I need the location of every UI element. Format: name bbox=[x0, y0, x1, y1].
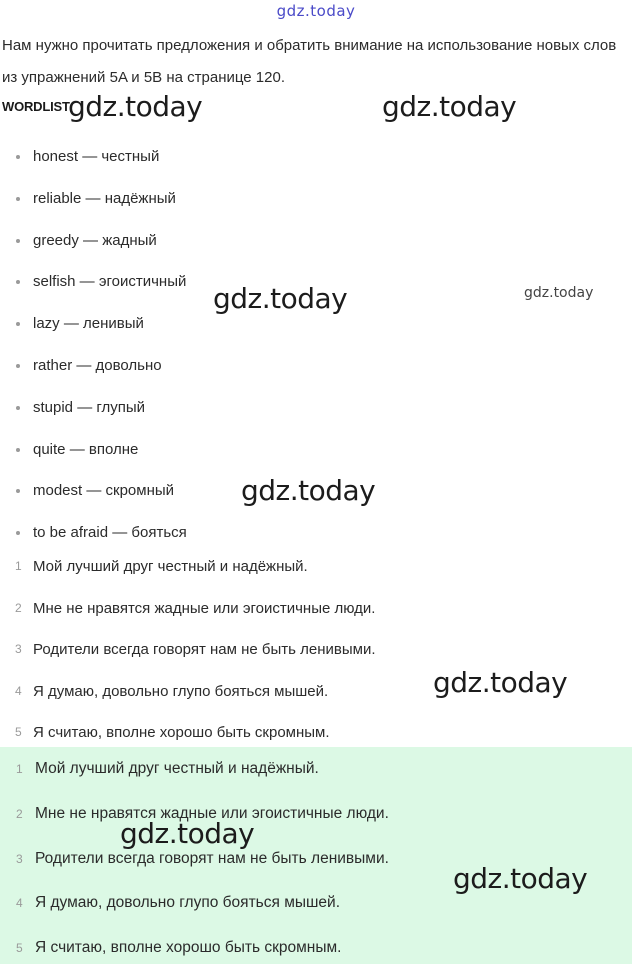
sentence-text: Я думаю, довольно глупо бояться мышей. bbox=[33, 682, 329, 700]
wordlist-item bbox=[0, 136, 187, 178]
sentence-text: Мне не нравятся жадные или эгоистичные люди. bbox=[33, 599, 376, 617]
sentence-text: Я считаю, вполне хорошо быть скромным. bbox=[33, 724, 330, 742]
sentence-item bbox=[0, 629, 376, 671]
watermark: gdz.today bbox=[68, 90, 203, 123]
sentence-item bbox=[0, 546, 376, 588]
sentence-number: 3 bbox=[15, 642, 22, 657]
wordlist-item-text: reliable — надёжный bbox=[33, 189, 176, 207]
watermark: gdz.today bbox=[382, 90, 517, 123]
wordlist-item-text: quite — вполне bbox=[33, 440, 139, 458]
watermark: gdz.today bbox=[213, 282, 348, 315]
bullet-icon bbox=[16, 489, 20, 493]
bullet-icon bbox=[16, 448, 20, 452]
wordlist-item bbox=[0, 429, 187, 471]
wordlist-item-text: honest — честный bbox=[33, 148, 160, 165]
bullet-icon bbox=[16, 197, 20, 201]
wordlist-item bbox=[0, 303, 187, 345]
sentence-item bbox=[0, 588, 376, 630]
answer-text: Я думаю, довольно глупо бояться мышей. bbox=[35, 894, 341, 912]
bullet-icon bbox=[16, 364, 20, 368]
answer-number: 2 bbox=[16, 806, 23, 821]
answer-number: 1 bbox=[16, 762, 23, 776]
exercise-sentences bbox=[0, 546, 376, 754]
wordlist-item bbox=[0, 387, 187, 429]
sentence-text: Родители всегда говорят нам не быть ленивыми. bbox=[33, 641, 376, 659]
wordlist-item-text: lazy — ленивый bbox=[33, 315, 144, 333]
watermark: gdz.today bbox=[453, 862, 588, 895]
wordlist-item-text: modest — скромный bbox=[33, 482, 175, 500]
answer-block bbox=[0, 747, 632, 964]
wordlist-item-text: rather — довольно bbox=[33, 356, 162, 374]
answer-number: 4 bbox=[16, 896, 23, 911]
answer-list bbox=[0, 747, 632, 964]
wordlist-item-text: greedy — жадный bbox=[33, 231, 157, 249]
answer-text: Мне не нравятся жадные или эгоистичные люди. bbox=[35, 804, 389, 822]
bullet-icon bbox=[16, 155, 20, 159]
watermark: gdz.today bbox=[241, 474, 376, 507]
task-description: Нам нужно прочитать предложения и обратить внимание на использование новых слов из упражнений 5A и 5B на странице 120. bbox=[2, 37, 617, 86]
bullet-icon bbox=[16, 280, 20, 284]
wordlist-item-text: to be afraid — бояться bbox=[33, 524, 187, 542]
wordlist bbox=[0, 136, 187, 554]
sentence-number: 1 bbox=[15, 559, 22, 573]
watermark: gdz.today bbox=[433, 666, 568, 699]
wordlist-item bbox=[0, 470, 187, 512]
sentence-text: Мой лучший друг честный и надёжный. bbox=[33, 558, 308, 575]
watermark: gdz.today bbox=[120, 817, 255, 850]
answer-text: Я считаю, вполне хорошо быть скромным. bbox=[35, 939, 342, 957]
answer-item bbox=[0, 747, 632, 792]
sentence-number: 2 bbox=[15, 600, 22, 615]
answer-number: 3 bbox=[16, 851, 23, 866]
bullet-icon bbox=[16, 531, 20, 535]
wordlist-item bbox=[0, 345, 187, 387]
sentence-number: 5 bbox=[15, 725, 22, 740]
bullet-icon bbox=[16, 406, 20, 410]
answer-item bbox=[0, 792, 632, 837]
sentence-number: 4 bbox=[15, 683, 22, 698]
wordlist-item bbox=[0, 261, 187, 303]
answer-text: Мой лучший друг честный и надёжный. bbox=[35, 760, 319, 777]
wordlist-item bbox=[0, 178, 187, 220]
wordlist-item bbox=[0, 220, 187, 262]
bullet-icon bbox=[16, 239, 20, 243]
answer-number: 5 bbox=[16, 941, 23, 956]
wordlist-heading: WORDLIST bbox=[2, 99, 70, 114]
answer-item bbox=[0, 926, 632, 964]
wordlist-item-text: stupid — глупый bbox=[33, 398, 146, 416]
wordlist-item-text: selfish — эгоистичный bbox=[33, 273, 187, 291]
sentence-item bbox=[0, 671, 376, 713]
site-logo-mark[interactable]: gdz.today bbox=[276, 2, 356, 20]
answer-text: Родители всегда говорят нам не быть ленивыми. bbox=[35, 849, 389, 867]
bullet-icon bbox=[16, 322, 20, 326]
watermark: gdz.today bbox=[524, 285, 594, 301]
